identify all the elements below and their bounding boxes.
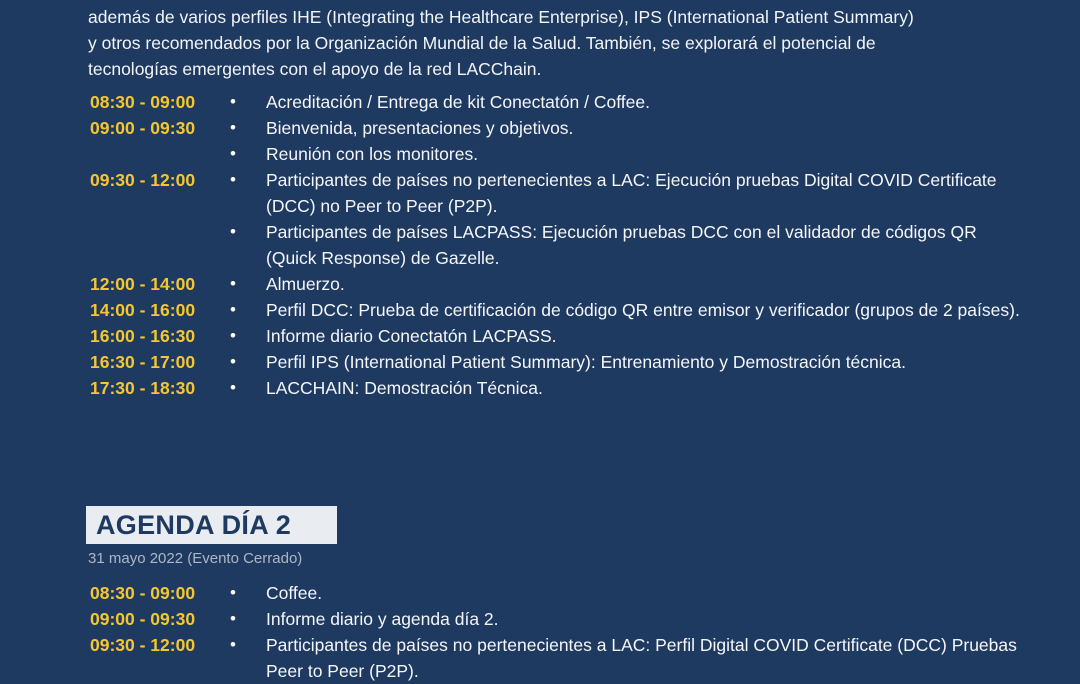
bullet-icon: • (230, 300, 236, 319)
agenda-text: Perfil IPS (International Patient Summary): Entrenamiento y Demostración técnica. (266, 352, 906, 372)
agenda-row (90, 580, 1050, 606)
agenda-time: 08:30 - 09:00 (90, 583, 196, 603)
agenda-text: Participantes de países LACPASS: Ejecución pruebas DCC con el validador de códigos QR (Quick Response) de Gazelle. (266, 222, 977, 268)
agenda-text: Reunión con los monitores. (266, 144, 479, 164)
agenda-text: Coffee. (266, 583, 323, 603)
bullet-icon: • (230, 378, 236, 397)
agenda-row (90, 89, 1050, 115)
day2-subtitle: 31 mayo 2022 (Evento Cerrado) (88, 550, 303, 567)
agenda-row (90, 219, 1050, 271)
agenda-time: 09:30 - 12:00 (90, 170, 196, 190)
agenda-text: Participantes de países no pertenecientes a LAC: Perfil Digital COVID Certificate (DCC) Pruebas Peer to Peer (P2P). (266, 635, 1017, 681)
bullet-icon: • (230, 118, 236, 137)
intro-line: además de varios perfiles IHE (Integrating the Healthcare Enterprise), IPS (International Patient Summary) (88, 7, 914, 27)
agenda-row (90, 271, 1050, 297)
agenda-row (90, 115, 1050, 141)
agenda-time: 17:30 - 18:30 (90, 378, 196, 398)
day2-agenda (90, 580, 1050, 684)
agenda-text: Bienvenida, presentaciones y objetivos. (266, 118, 574, 138)
bullet-icon: • (230, 326, 236, 345)
intro-paragraph (88, 4, 996, 82)
agenda-row (90, 297, 1050, 323)
agenda-time: 16:30 - 17:00 (90, 352, 196, 372)
agenda-text: Almuerzo. (266, 274, 345, 294)
bullet-icon: • (230, 144, 236, 163)
agenda-text: Acreditación / Entrega de kit Conectatón / Coffee. (266, 92, 650, 112)
agenda-text: Participantes de países no pertenecientes a LAC: Ejecución pruebas Digital COVID Certificate (DCC) no Peer to Peer (P2P). (266, 170, 997, 216)
agenda-time: 16:00 - 16:30 (90, 326, 196, 346)
agenda-time: 09:00 - 09:30 (90, 609, 196, 629)
agenda-row (90, 632, 1050, 684)
intro-line: tecnologías emergentes con el apoyo de la red LACChain. (88, 59, 542, 79)
agenda-row (90, 606, 1050, 632)
bullet-icon: • (230, 635, 236, 654)
agenda-row (90, 167, 1050, 219)
day2-title: AGENDA DÍA 2 (86, 506, 337, 544)
bullet-icon: • (230, 609, 236, 628)
bullet-icon: • (230, 170, 236, 189)
bullet-icon: • (230, 352, 236, 371)
agenda-row (90, 141, 1050, 167)
agenda-row (90, 375, 1050, 401)
bullet-icon: • (230, 222, 236, 241)
agenda-time: 08:30 - 09:00 (90, 92, 196, 112)
agenda-row (90, 349, 1050, 375)
agenda-time: 09:30 - 12:00 (90, 635, 196, 655)
agenda-text: LACCHAIN: Demostración Técnica. (266, 378, 543, 398)
intro-line: y otros recomendados por la Organización Mundial de la Salud. También, se explorará el potencial de (88, 33, 876, 53)
day1-agenda (90, 89, 1050, 401)
agenda-text: Informe diario Conectatón LACPASS. (266, 326, 557, 346)
bullet-icon: • (230, 274, 236, 293)
bullet-icon: • (230, 583, 236, 602)
agenda-time: 09:00 - 09:30 (90, 118, 196, 138)
agenda-text: Informe diario y agenda día 2. (266, 609, 499, 629)
agenda-text: Perfil DCC: Prueba de certificación de código QR entre emisor y verificador (grupos de 2 países). (266, 300, 1020, 320)
agenda-time: 14:00 - 16:00 (90, 300, 196, 320)
bullet-icon: • (230, 92, 236, 111)
agenda-row (90, 323, 1050, 349)
agenda-time: 12:00 - 14:00 (90, 274, 196, 294)
